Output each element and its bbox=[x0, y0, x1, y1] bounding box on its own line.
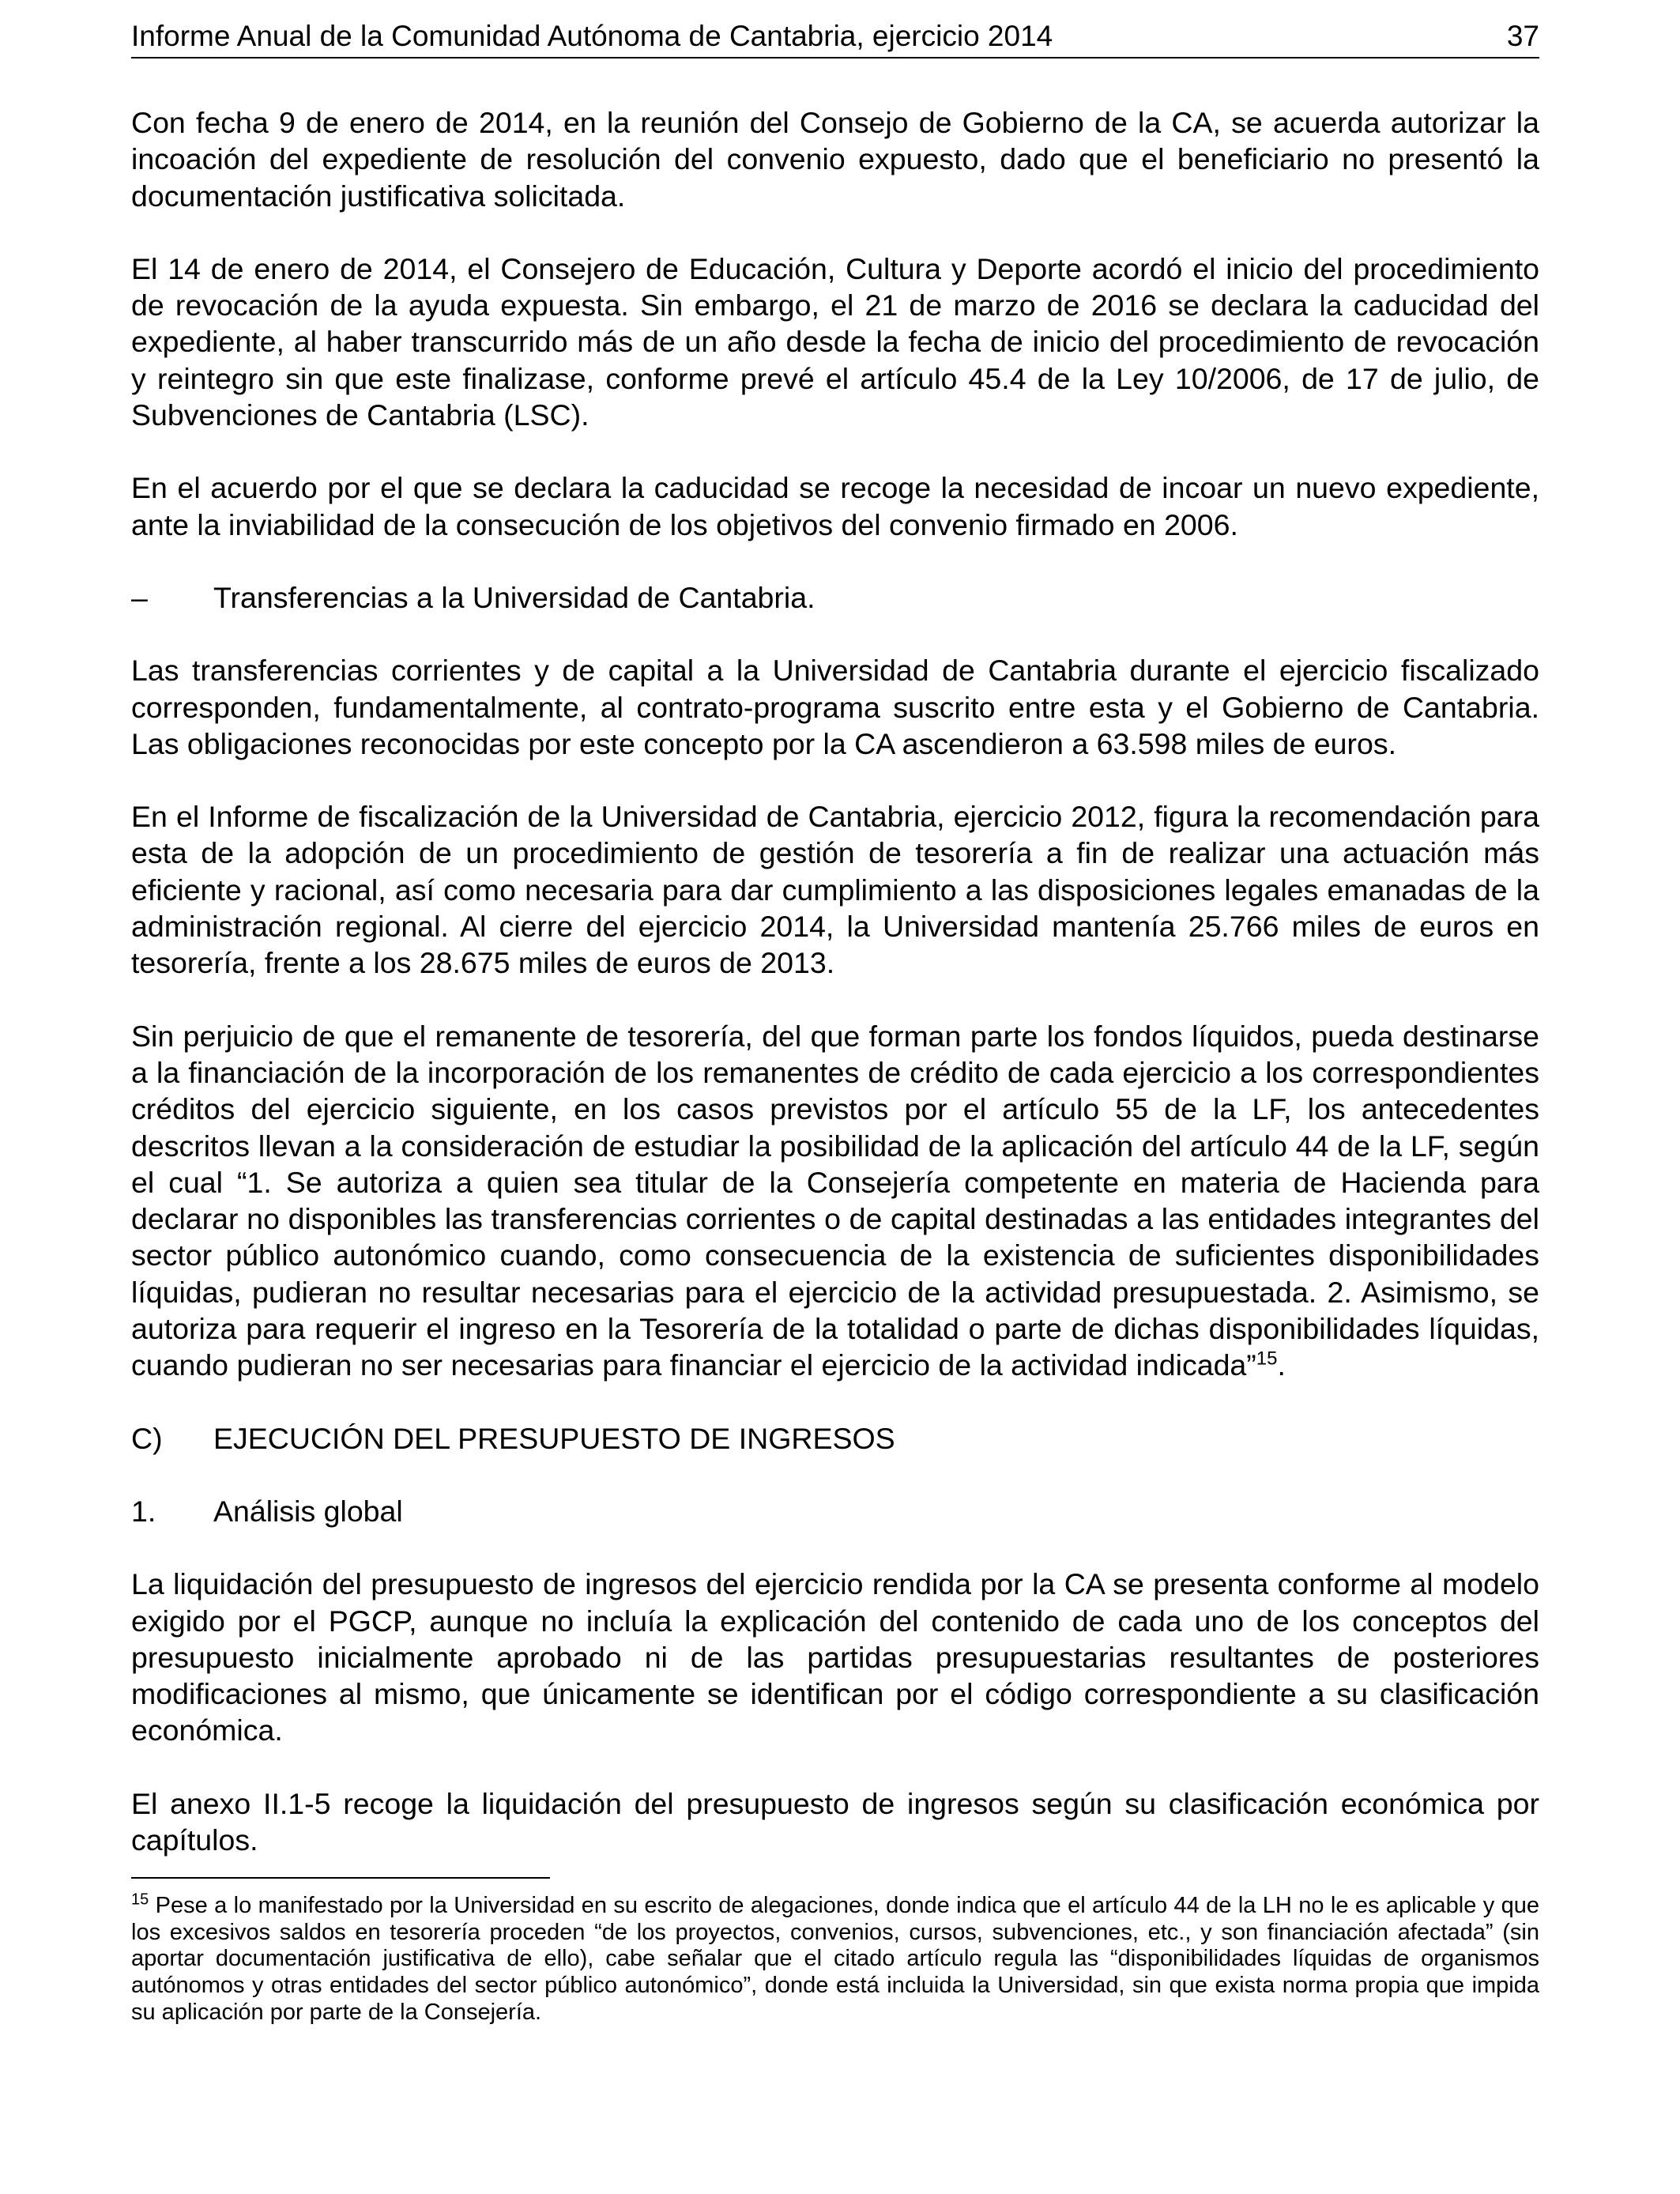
paragraph-6-end: . bbox=[1277, 1348, 1286, 1382]
footnote-divider bbox=[131, 1877, 550, 1879]
subsection-heading bbox=[131, 1493, 1539, 1529]
footnote-15 bbox=[131, 1893, 1539, 2026]
paragraph-4: Las transferencias corrientes y de capital a la Universidad de Cantabria durante el ejercicio fiscalizado corresponden, fundamentalmente, al contrato-programa suscrito entre esta y el Gobierno de Cantabria. Las obligaciones reconocidas por este concepto por la CA ascendieron a 63.598 miles de euros. bbox=[131, 654, 1539, 760]
paragraph-5: En el Informe de fiscalización de la Universidad de Cantabria, ejercicio 2012, figura la recomendación para esta de la adopción de un procedimiento de gestión de tesorería a fin de realizar una actuación más eficiente y racional, así como necesaria para dar cumplimiento a las disposiciones legales emanadas de la administración regional. Al cierre del ejercicio 2014, la Universidad mantenía 25.766 miles de euros en tesorería, frente a los 28.675 miles de euros de 2013. bbox=[131, 800, 1539, 980]
header-title: Informe Anual de la Comunidad Autónoma de Cantabria, ejercicio 2014 bbox=[131, 20, 1053, 52]
subsection-marker: 1. bbox=[131, 1494, 156, 1528]
section-title: EJECUCIÓN DEL PRESUPUESTO DE INGRESOS bbox=[213, 1421, 895, 1455]
document-page bbox=[131, 17, 1539, 2049]
main-content bbox=[131, 104, 1539, 2026]
paragraph-1: Con fecha 9 de enero de 2014, en la reunión del Consejo de Gobierno de la CA, se acuerda autorizar la incoación del expediente de resolución del convenio expuesto, dado que el beneficiario no presentó la documentación justificativa solicitada. bbox=[131, 106, 1539, 213]
paragraph-6-text: Sin perjuicio de que el remanente de tesorería, del que forman parte los fondos líquidos, pueda destinarse a la financiación de la incorporación de los remanentes de crédito de cada ejercicio a los correspondientes créditos del ejercicio siguiente, en los casos previstos por el artículo 55 de la LF, los antecedentes descritos llevan a la consideración de estudiar la posibilidad de la aplicación del artículo 44 de la LF, según el cual “1. Se autoriza a quien sea titular de la Consejería competente en materia de Hacienda para declarar no disponibles las transferencias corrientes o de capital destinadas a las entidades integrantes del sector público autonómico cuando, como consecuencia de la existencia de suficientes disponibilidades líquidas, pudieran no resultar necesarias para el ejercicio de la actividad presupuestada. 2. Asimismo, se autoriza para requerir el ingreso en la Tesorería de la totalidad o parte de dichas disponibilidades líquidas, cuando pudieran no ser necesarias para financiar el ejercicio de la actividad indicada” bbox=[131, 1019, 1539, 1382]
subsection-title: Análisis global bbox=[213, 1494, 403, 1528]
footnote-reference: 15 bbox=[1256, 1348, 1278, 1370]
page-number: 37 bbox=[1506, 20, 1539, 52]
paragraph-6 bbox=[131, 1018, 1539, 1384]
paragraph-3: En el acuerdo por el que se declara la caducidad se recoge la necesidad de incoar un nuevo expediente, ante la inviabilidad de la consecución de los objetivos del convenio firmado en 2006. bbox=[131, 471, 1539, 541]
bullet-text: Transferencias a la Universidad de Cantabria. bbox=[213, 580, 816, 614]
section-heading bbox=[131, 1420, 1539, 1457]
footnote-number: 15 bbox=[131, 1891, 149, 1909]
running-header bbox=[131, 17, 1539, 58]
section-marker: C) bbox=[131, 1421, 163, 1455]
bullet-dash: – bbox=[131, 580, 148, 614]
footnote-text: Pese a lo manifestado por la Universidad en su escrito de alegaciones, donde indica que el artículo 44 de la LH no le es aplicable y que los excesivos saldos en tesorería proceden “de los proyectos, convenios, cursos, subvenciones, etc., y son financiación afectada” (sin aportar documentación justificativa de ello), cabe señalar que el citado artículo regula las “disponibilidades líquidas de organismos autónomos y otras entidades del sector público autonómico”, donde está incluida la Universidad, sin que exista norma propia que impida su aplicación por parte de la Consejería. bbox=[131, 1893, 1539, 2025]
paragraph-7: La liquidación del presupuesto de ingresos del ejercicio rendida por la CA se presenta conforme al modelo exigido por el PGCP, aunque no incluía la explicación del contenido de cada uno de los conceptos del presupuesto inicialmente aprobado ni de las partidas presupuestarias resultantes de posteriores modificaciones al mismo, que únicamente se identifican por el código correspondiente a su clasificación económica. bbox=[131, 1567, 1539, 1747]
paragraph-8: El anexo II.1-5 recoge la liquidación del presupuesto de ingresos según su clasificación económica por capítulos. bbox=[131, 1786, 1539, 1857]
paragraph-2: El 14 de enero de 2014, el Consejero de Educación, Cultura y Deporte acordó el inicio del procedimiento de revocación de la ayuda expuesta. Sin embargo, el 21 de marzo de 2016 se declara la caducidad del expediente, al haber transcurrido más de un año desde la fecha de inicio del procedimiento de revocación y reintegro sin que este finalizase, conforme prevé el artículo 45.4 de la Ley 10/2006, de 17 de julio, de Subvenciones de Cantabria (LSC). bbox=[131, 251, 1539, 432]
bullet-item bbox=[131, 579, 1539, 616]
